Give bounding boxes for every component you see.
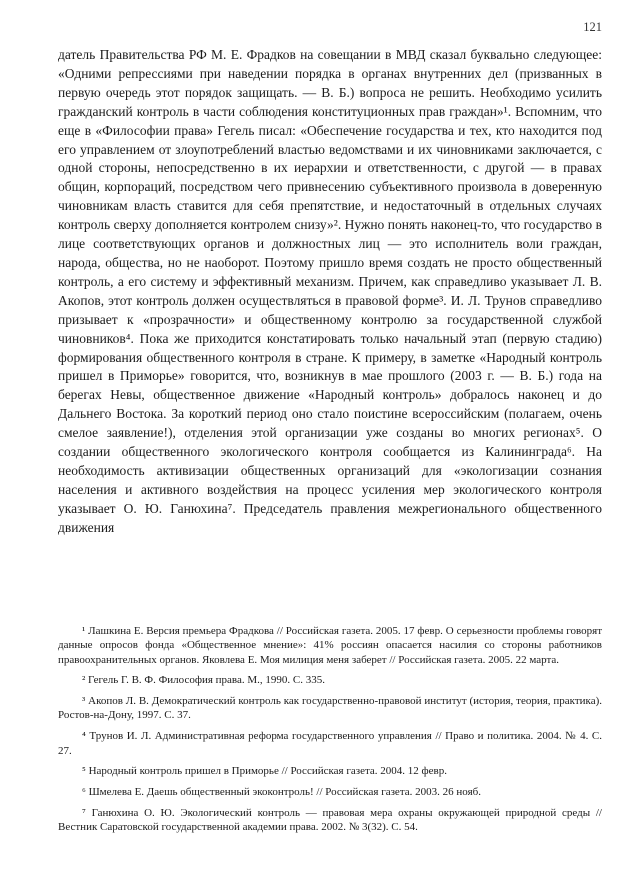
page-number: 121 — [583, 20, 602, 34]
footnote-5: ⁵ Народный контроль пришел в Приморье // Российская газета. 2004. 12 февр. — [82, 765, 447, 778]
main-text — [58, 46, 602, 538]
footnote-7: ⁷ Ганюхина О. Ю. Экологический контроль — правовая мера охраны окружающей природной среды // Вестник Саратовской государственной академии права. 2002. № 3(32). С. 54. — [58, 806, 602, 834]
footnote-3: ³ Акопов Л. В. Демократический контроль как государственно-правовой институт (история, теория, практика). Ростов-на-Дону, 1997. С. 37. — [58, 695, 602, 722]
body-paragraph: датель Правительства РФ М. Е. Фрадков на совещании в МВД сказал буквально следующее: «Одними репрессиями при наведении порядка в органах внутренних дел (призванных в первую очередь этот порядок защищать. — В. Б.) вопроса не решить. Необходимо усилить гражданский контроль в части соблюдения конституционных прав граждан»¹. Вспомним, что еще в «Философии права» Гегель писал: «Обеспечение государства и тех, кто находится под его управлением от злоупотреблений властью ведомствами и их чиновниками заключается, с одной стороны, непосредственно в их иерархии и ответственности, с другой — в правах общин, корпораций, посредством чего привнесению субъективного произвола в доверенную чиновникам власть ставится для себя препятствие, и недостаточный в отдельных случаях контроль сверху дополняется контролем снизу»². Нужно понять наконец-то, что государство в лице соответствующих органов и должностных лиц — это исполнитель воли граждан, народа, общества, но не наоборот. Поэтому пришло время создать не просто общественный контроль, а его систему и эффективный механизм. Причем, как справедливо указывает Л. В. Акопов, этот контроль должен осуществляться в правовой форме³. И. Л. Трунов справедливо призывает к «прозрачности» и общественному контролю за государственной службой чиновников⁴. Пока же приходится констатировать только начальный этап (первую стадию) формирования общественного контроля в стране. К примеру, в заметке «Народный контроль пришел в Приморье» говорится, что, возникнув в мае прошлого (2003 г. — В. Б.) года на берегах Невы, общественное движение «Народный контроль» добралось наконец и до Дальнего Востока. За короткий период оно стало поистине всероссийским (полагаем, очень смелое заявление!), отделения этой организации уже созданы во многих регионах⁵. О создании общественного экологического контроля сообщается из Калининграда⁶. На необходимость активизации общественных организаций для «экологизации сознания населения и активного воздействия на процесс усиления мер экологического контроля указывает О. Ю. Ганюхина⁷. Председатель правления межрегионального общественного движения — [58, 47, 602, 535]
footnote-2: ² Гегель Г. В. Ф. Философия права. М., 1990. С. 335. — [82, 674, 325, 687]
footnotes — [58, 624, 602, 841]
footnote-4: ⁴ Трунов И. Л. Административная реформа государственного управления // Право и политика. 2004. № 4. С. 27. — [58, 730, 602, 757]
footnote-1: ¹ Лашкина Е. Версия премьера Фрадкова // Российская газета. 2005. 17 февр. О серьезности проблемы говорят данные опросов фонда «Общественное мнение»: 41% россиян опасается насилия со стороны работников правоохранительных органов. Яковлева Е. Моя милиция меня заберет // Российская газета. 2005. 22 марта. — [58, 625, 602, 666]
footnote-6: ⁶ Шмелева Е. Даешь общественный экоконтроль! // Российская газета. 2003. 26 нояб. — [82, 786, 481, 799]
